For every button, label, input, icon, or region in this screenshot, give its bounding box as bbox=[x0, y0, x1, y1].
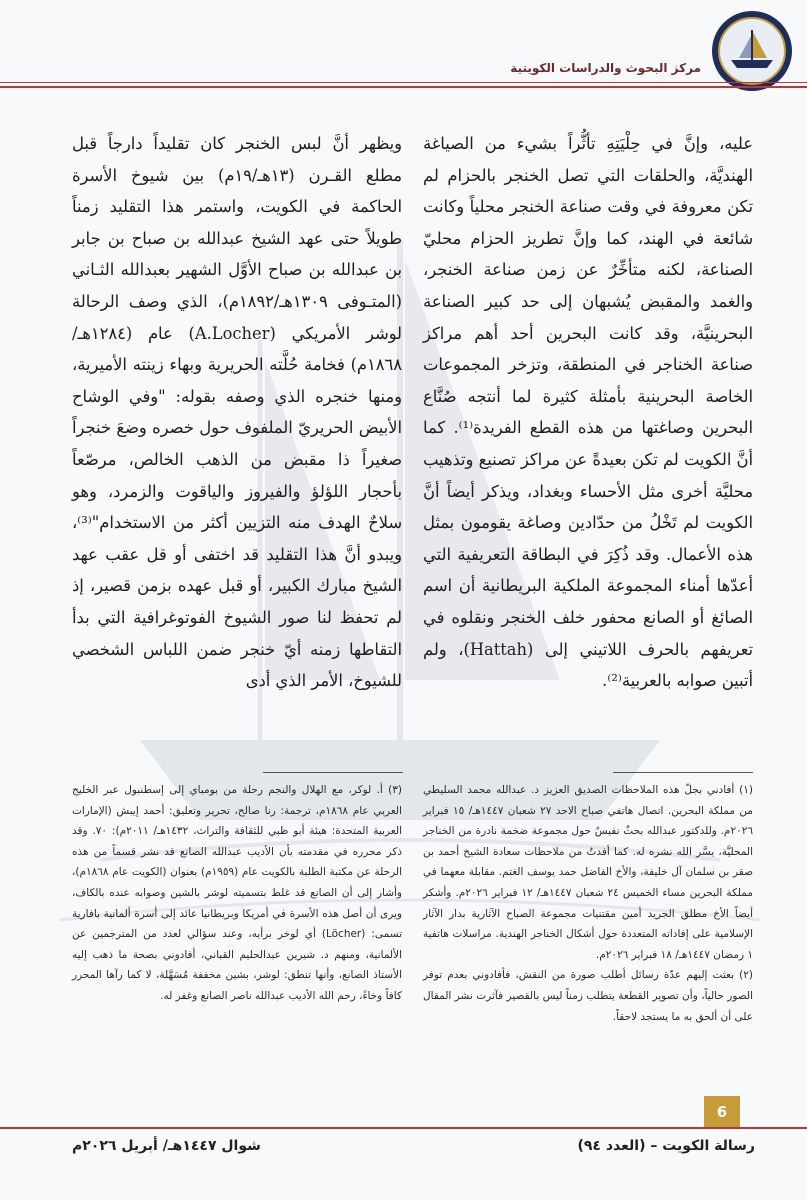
footnotes-left bbox=[72, 780, 402, 1007]
footnote-separator bbox=[263, 772, 403, 773]
page-number: 6 bbox=[704, 1096, 740, 1128]
footnotes-right bbox=[423, 780, 753, 1027]
footer-rule bbox=[0, 1127, 807, 1129]
footnote-1: (١) أفادني بجلّ هذه الملاحظات الصديق العزيز د. عبدالله محمد السليطي من مملكة البحرين. اتصال هاتفي صباح الاحد ٢٧ شعبان ١٤٤٧هـ/ ١٥ فبراير ٢٠٢٦م. وللدكتور عبدالله بحثٌ نفيسٌ حول مجموعة ضخمة نادرة من الخناجر المحليَّة، يسَّر الله نشره له. كما أفدتُ من ملاحظات سعادة الشيخ أحمد بن صقر بن سلمان آل خليفة، والأخ الفاضل حمد يوسف الغتم. مقابلة معهما في مملكة البحرين مساء الخميس ٢٤ شعبان ١٤٤٧هـ/ ١٢ فبراير ٢٠٢٦م. وأشكر أيضاً الأخ مطلق الجريد أمين مقتنيات مجموعة الصباح الآثارية بدار الآثار الإسلامية على إفاداته المتعددة حول أشكال الخناجر الهندية. مراسلات هاتفية ١ رمضان ١٤٤٧هـ/ ١٨ فبراير ٢٠٢٦م. bbox=[423, 784, 753, 961]
footnote-3: (٣) أ. لوكر، مع الهلال والنجم رحلة من بومباي إلى إسطنبول عبر الخليج العربي عام ١٨٦٨م، ترجمة: رنا صالح، تحرير وتعليق: أحمد إيبش (الإمارات العربية المتحدة: هيئة أبو ظبي للثقافة والتراث، ١٤٣٢هـ/ ٢٠١١م): ٧٠. وقد ذكر محرره في مقدمته بأن الأديب عبدالله الصانع قد نشر قسماً من هذه الرحلة عن مكتبة الطلبة بالكويت عام (١٩٥٩م) بعنوان (الكويت عام ١٨٦٨م)، وأشار إلى أن الصانع قد غلط بتسميته لوشر بالشين وصوابه عنده بالكاف، ويرى أن أصل هذه الأسرة في أمريكا وبريطانيا عائد إلى أسرة ألمانية بافارية تسمى: (Löcher) أي لوخر برأيه، وعند سؤالي لعدد من المترجمين عن الألمانية، ومنهم د. شيرين عبدالحليم القباني، أفادوني بصحة ما ذهب إليه الأستاذ الصانع، وأنها تنطق: لوشر، بشين مخففة مُسَهَّلة، لا كما رآها المحرر كافاً وخاءً، رحم الله الأديب عبدالله ناصر الصانع وغفر له. bbox=[72, 784, 402, 1002]
footnote-separator bbox=[613, 772, 753, 773]
article-column-left bbox=[72, 128, 402, 697]
article-paragraph: عليه، وإنَّ في حِلْيَتِهِ تأثُّراً بشيء من الصياغة الهنديَّة، والحلقات التي تصل الخنجر بالحزام لم تكن معروفة في وقت صناعة الخنجر محلياً وكانت شائعة في الهند، كما وإنَّ تطريز الحزام محليّ الصناعة، لكنه متأخِّرٌ عن زمن صناعة الخنجر، والغمد والمقبض يُشبهان إلى حد كبير الصناعة البحرينيَّة، وقد كانت البحرين أحد أهم مراكز صناعة الخناجر في المنطقة، وتزخر المجموعات الخاصة البحرينية بأمثلة كثيرة لما أنتجه صُنَّاع البحرين وصاغتها من هذه القطع الفريدة⁽¹⁾. كما أنَّ الكويت لم تكن بعيدةً عن مراكز تصنيع وتذهيب محليَّة أخرى مثل الأحساء وبغداد، ويذكر أيضاً أنَّ الكويت لم تَخْلُ من حدّادين وصاغة يقومون بمثل هذه الأعمال. وقد ذُكِرَ في البطاقة التعريفية التي أعدّها أمناء المجموعة الملكية البريطانية أن اسم الصائغ أو الصانع محفور خلف الخنجر ونقلوه في تعريفهم بالحرف اللاتيني إلى (Hattah)، ولم أتبين صوابه بالعربية⁽²⁾. bbox=[422, 134, 754, 691]
research-center-name: مركز البحوث والدراسات الكويتية bbox=[510, 61, 701, 75]
issue-date: شوال ١٤٤٧هـ/ أبريل ٢٠٢٦م bbox=[72, 1138, 261, 1154]
article-paragraph: ويظهر أنَّ لبس الخنجر كان تقليداً دارجاً قبل مطلع القـرن (١٣هـ/١٩م) بين شيوخ الأسرة الحاكمة في الكويت، واستمر هذا التقليد زمناً طويلاً حتى عهد الشيخ عبدالله بن صباح بن جابر بن عبدالله بن صباح الأوَّل الشهير بعبدالله الثـاني (المتـوفى ١٣٠٩هـ/١٨٩٢م)، الذي وصف الرحالة لوشر الأمريكي (A.Locher) عام (١٢٨٤هـ/١٨٦٨م) فخامة حُلَّته الحريرية وبهاء زينته الأميرية، ومنها خنجره الذي وصفه بقوله: "وفي الوشاح الأبيض الحريريّ الملفوف حول خصره وضعَ خنجراً صغيراً ذا مقبض من الذهب الخالص، مرصّعاً بأحجار اللؤلؤ والفيروز والياقوت والزمرد، وهو سلاحٌ الهدف منه التزيين أكثر من الاستخدام"⁽³⁾، ويبدو أنَّ هذا التقليد قد اختفى أو قل عقب عهد الشيخ مبارك الكبير، أو قبل عهده بزمن قصير، إذ لم تحفظ لنا صور الشيوخ الفوتوغرافية التي بدأ التقاطها زمنه أيّ خنجر ضمن اللباس الشخصي للشيوخ، الأمر الذي أدى bbox=[72, 134, 402, 691]
header-rule bbox=[0, 82, 807, 83]
research-center-logo-icon bbox=[711, 10, 793, 92]
article-column-right bbox=[423, 128, 753, 697]
header-rule-thick bbox=[0, 86, 807, 88]
footnote-2: (٢) بعثت إليهم عدّة رسائل أطلب صورة من النقش، فأفادوني بعدم توفر الصور حالياً، وأن تصوير القطعة يتطلب زمناً ليس بالقصير فآثرت نشر المقال على أن ألحق به ما يستجد لاحقاً. bbox=[423, 969, 753, 1023]
magazine-title: رسالة الكويت – (العدد ٩٤) bbox=[577, 1138, 755, 1154]
